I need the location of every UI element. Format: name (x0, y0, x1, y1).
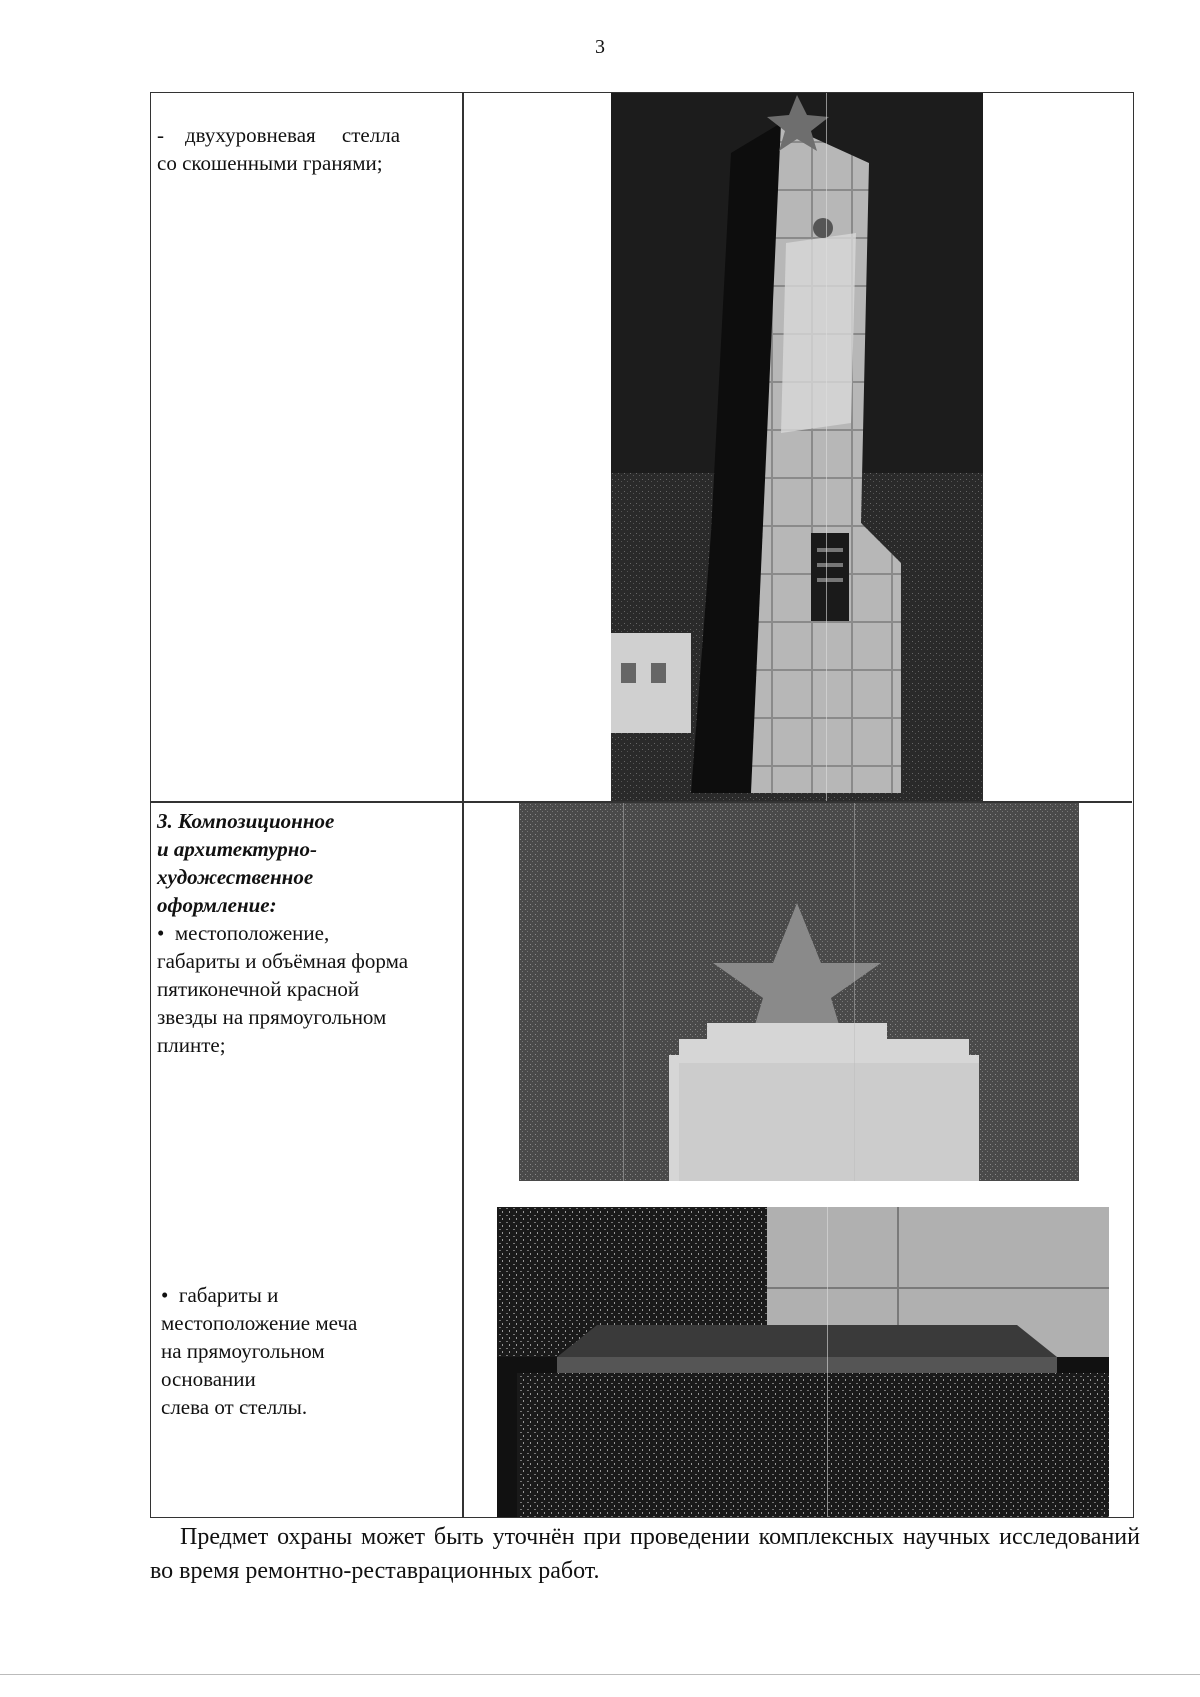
row-2-text (157, 807, 457, 1059)
bullet-sword-line-2: местоположение меча (161, 1311, 358, 1335)
page-bottom-line (0, 1674, 1200, 1675)
bullet-star-line-2: габариты и объёмная форма (157, 949, 409, 973)
bullet-sword-line-4: основании (161, 1367, 256, 1391)
bullet-sword-line-5: слева от стеллы. (161, 1395, 308, 1419)
sword-base-photo (497, 1207, 1109, 1517)
section-heading-line-4: оформление: (157, 893, 277, 917)
bullet-sword-line-3: на прямоугольном (161, 1339, 325, 1363)
bullet-star-line-3: пятиконечной красной (157, 977, 360, 1001)
bullet-star-line-5: плинте; (157, 1033, 226, 1057)
column-divider (462, 93, 464, 1517)
bullet-sword-line-1: • габариты и (161, 1283, 279, 1307)
section-heading-line-2: и архитектурно- (157, 837, 317, 861)
section-heading-line-1: 3. Композиционное (157, 809, 335, 833)
bullet-star-line-4: звезды на прямоугольном (157, 1005, 387, 1029)
protection-table (150, 92, 1134, 1518)
red-star-plinth-photo (519, 803, 1079, 1181)
monument-stele-photo (611, 93, 983, 801)
row-1-line-2: со скошенными гранями; (157, 151, 383, 175)
section-heading-line-3: художественное (157, 865, 314, 889)
bullet-star-line-1: • местоположение, (157, 921, 330, 945)
footer-paragraph: Предмет охраны может быть уточнён при проведении комплексных научных исследований во время ремонтно-реставрационных работ. (150, 1524, 1140, 1584)
page-number: 3 (595, 36, 605, 58)
row-1-text (157, 121, 457, 177)
row-3-text (161, 1281, 461, 1421)
row-1-line-1: - двухуровневая стелла (157, 123, 401, 147)
